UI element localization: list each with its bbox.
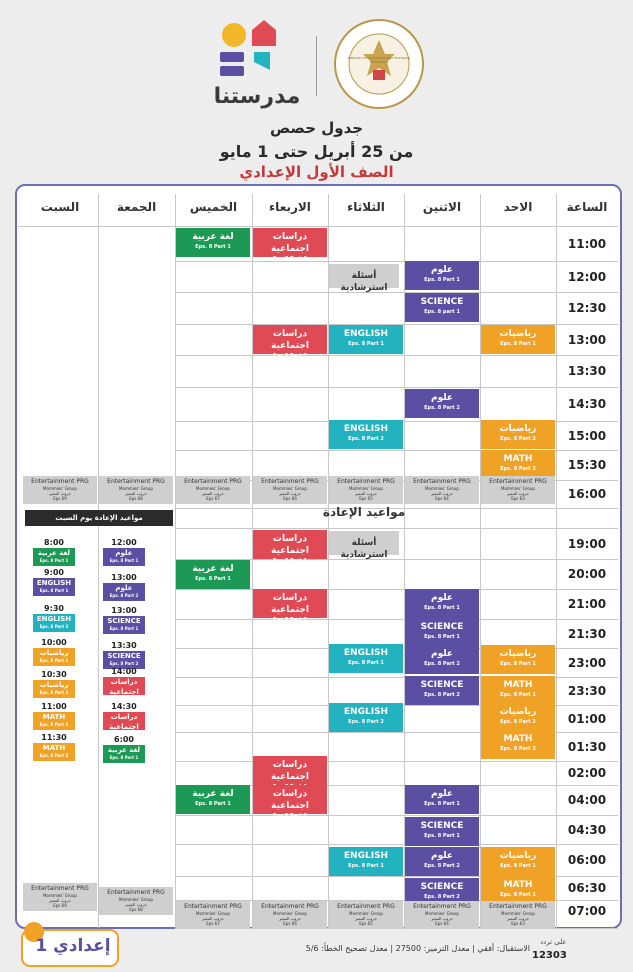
time-label: 21:30 [567,626,607,641]
entertainment-text: Eps 64 [435,496,449,501]
episode-label: Eps. 8 Part 1 [424,605,460,611]
entertainment-text: Mommies' Group [196,486,230,491]
class-block [253,325,327,359]
class-block [481,847,555,876]
entertainment-text: Entertainment PRG [413,903,471,910]
subject-name: MATH [42,744,66,752]
episode-label: Eps. 8 Part 1 [39,588,69,593]
entertainment-text: Entertainment PRG [337,478,395,485]
entertainment-text: جروب المميز [201,491,225,496]
col-header-tue: الثلاثاء [347,200,385,214]
time-label: 06:00 [567,853,607,867]
subject-name: رياضيات [499,707,537,717]
episode-label: Eps. 8 Part 2 [500,746,536,752]
class-block [481,325,555,354]
episode-label: Eps. 8 Part 2 [424,661,460,667]
col-header-wed: الاربعاء [269,200,311,214]
time-label: 13:00 [567,332,607,347]
subject-name: MATH [503,454,533,464]
entertainment-text: Eps 66 [283,496,297,501]
entertainment-text: جروب المميز [354,916,378,921]
entertainment-block [176,901,250,929]
episode-label: Eps. 8 Part 2 [109,593,139,598]
episode-label: Eps. 8 Part 1 [39,722,69,727]
time-label: 15:00 [567,428,607,443]
grid-line [328,194,329,928]
brand-name: مدرستنا [213,84,301,109]
grade-badge-text: إعدادي 1 [35,936,111,956]
sat-rerun-block [33,743,75,761]
sat-rerun-time: 11:30 [41,733,67,742]
entertainment-text: Mommies' Group [196,911,230,916]
episode-label: Eps. 8 Part 2 [424,692,460,698]
grid-line [175,815,618,816]
class-block [405,847,479,876]
subject-name: رياضيات [499,851,537,861]
time-label: 23:30 [567,684,607,698]
episode-label: Eps.8 Part 2 [272,617,308,623]
subject-name: علوم [430,393,454,403]
class-block [176,560,250,589]
sat-rerun-time: 6:00 [114,735,134,744]
entertainment-text: جروب المميز [278,491,302,496]
sat-rerun-time: 14:30 [111,702,137,711]
logo-divider [316,36,317,96]
subject-name: دراسات اجتماعية [109,678,139,696]
sat-rerun-time: 8:00 [44,538,64,547]
grid-line [480,194,481,928]
class-block [481,676,555,705]
sat-rerun-block [33,578,75,596]
episode-label: Eps. 8 part 1 [424,309,460,315]
time-label: 20:00 [567,567,607,581]
entertainment-text: Entertainment PRG [413,478,471,485]
entertainment-text: Entertainment PRG [184,478,242,485]
subject-name: علوم [430,265,454,275]
entertainment-text: Mommies' Group [349,911,383,916]
entertainment-text: Eps 68 [129,907,143,912]
page-title: جدول حصص [269,119,364,137]
col-header-thu: الخميس [189,200,238,214]
entertainment-text: جروب المميز [278,916,302,921]
episode-label: Eps. 8 Part 1 [500,863,536,869]
sat-rerun-time: 14:00 [111,667,137,676]
class-block [176,228,250,257]
sat-rerun-block [103,745,145,763]
entertainment-text: Eps 65 [359,921,373,926]
class-block [481,450,555,479]
subject-name: رياضيات [499,649,537,659]
entertainment-text: Mommies' Group [501,486,535,491]
subject-name: SCIENCE [107,617,141,625]
subject-name: SCIENCE [420,882,464,892]
episode-label: Eps.8 Part 1 [272,256,308,262]
grade-title: الصف الأول الإعدادي [239,163,394,181]
sat-rerun-time: 9:00 [44,568,64,577]
entertainment-text: جروب المميز [354,491,378,496]
episode-label: Eps. 8 Part 2 [109,732,139,737]
class-block [405,618,479,647]
time-label: 23:00 [567,655,607,670]
episode-label: Eps. 8 Part 2 [348,719,384,725]
class-block [176,785,250,814]
episode-label: Eps. 8 Part 2 [424,405,460,411]
episode-label: Eps. 8 Part 1 [500,661,536,667]
time-label: 16:00 [567,487,607,501]
entertainment-text: Entertainment PRG [107,889,165,896]
subject-name: MATH [503,734,533,744]
entertainment-block [253,476,327,504]
sat-rerun-time: 11:00 [41,702,67,711]
subject-name: ENGLISH [36,579,72,587]
entertainment-text: Entertainment PRG [261,903,319,910]
episode-label: Eps. 8 Part 1 [424,277,460,283]
entertainment-text: Entertainment PRG [31,478,89,485]
episode-label: Eps. 8 Part 1 [39,658,69,663]
class-block [329,703,403,732]
episode-label: Eps. 8 Part 1 [500,892,536,898]
time-label: 19:00 [567,536,607,551]
entertainment-text: Mommies' Group [43,893,77,898]
entertainment-text: Eps 67 [206,921,220,926]
entertainment-text: Mommies' Group [273,911,307,916]
ministry-seal [333,18,425,110]
subject-name: ENGLISH [343,851,389,861]
subject-name: SCIENCE [107,652,141,660]
episode-label: Eps. 8 Part 2 [39,753,69,758]
subject-name: علوم [430,593,454,603]
subject-name: SCIENCE [420,680,464,690]
entertainment-text: Eps 69 [53,903,67,908]
time-label: 21:00 [567,597,607,611]
class-block [481,645,555,674]
frequency-value: 12303 [532,950,567,961]
grid-line [175,226,618,227]
episode-label: Eps. 8 Part 1 [424,833,460,839]
entertainment-block [481,901,555,929]
subject-name: MATH [42,713,66,721]
entertainment-text: Mommies' Group [119,897,153,902]
time-label: 14:30 [567,397,607,411]
class-block [405,261,479,290]
subject-name: علوم [115,584,133,592]
subject-name: ENGLISH [343,707,389,717]
col-header-sat: السبت [40,200,80,214]
subject-name: SCIENCE [420,821,464,831]
entertainment-block [253,901,327,929]
episode-label: Eps. 8 Part 1 [195,244,231,250]
episode-label: Eps. 8 Part 1 [500,692,536,698]
time-label: 12:30 [567,301,607,315]
subject-name: رياضيات [499,424,537,434]
subject-name: لغة عربية [192,232,234,242]
frequency-label: على تردد [540,938,567,946]
sat-rerun-block [103,616,145,634]
time-label: 12:00 [567,269,607,284]
ministry-seal-text: MINISTRY OF EDUCATION AND TECHNICAL EDUCATION [347,56,411,64]
entertainment-text: Mommies' Group [349,486,383,491]
subject-name: دراسات اجتماعية [271,760,309,782]
sat-rerun-block [33,614,75,632]
entertainment-text: جروب المميز [48,898,72,903]
time-label: 15:30 [567,458,607,472]
episode-label: Eps. 8 Part 2 [109,661,139,666]
entertainment-text: Eps 65 [359,496,373,501]
time-label: 04:30 [567,822,607,837]
col-header-sun: الاحد [503,200,533,214]
episode-label: Eps. 8 Part 2 [424,894,460,900]
sat-rerun-block [103,677,145,702]
class-block [405,817,479,846]
entertainment-block [23,476,97,504]
class-block [253,228,327,262]
entertainment-text: Mommies' Group [501,911,535,916]
episode-label: Eps.8 Part 2 [272,813,308,819]
time-label: 01:30 [567,739,607,754]
entertainment-text: جروب المميز [430,491,454,496]
entertainment-text: Eps 63 [511,921,525,926]
class-block [405,785,479,814]
episode-label: Eps. 8 Part 1 [109,558,139,563]
episode-label: Eps. 8 Part 1 [348,863,384,869]
class-block [329,264,399,293]
sat-rerun-time: 13:00 [111,606,137,615]
entertainment-text: Entertainment PRG [31,885,89,892]
time-label: 11:00 [567,236,607,251]
entertainment-text: Entertainment PRG [489,903,547,910]
entertainment-text: جروب المميز [124,491,148,496]
entertainment-block [481,476,555,504]
subject-name: دراسات اجتماعية [271,534,309,556]
episode-label: Eps. 8 Part 1 [348,341,384,347]
entertainment-text: Entertainment PRG [489,478,547,485]
time-label: 13:30 [567,364,607,378]
episode-label: Eps.8 Part 2 [272,353,308,359]
grid-line [175,355,618,356]
entertainment-text: Mommies' Group [425,911,459,916]
class-block [405,293,479,322]
time-label: 04:00 [567,793,607,807]
time-label: 07:00 [567,904,607,918]
episode-label: Eps. 8 Part 1 [109,626,139,631]
class-block [329,325,403,354]
grid-line [175,261,618,262]
episode-label: Eps. 8 Part 1 [424,801,460,807]
subject-name: لغة عربية [192,789,234,799]
episode-label: Eps. 8 Part 1 [109,755,139,760]
subject-name: ENGLISH [343,648,389,658]
subject-name: ENGLISH [343,424,389,434]
class-block [329,847,403,876]
class-block [405,645,479,674]
episode-label: Eps. 8 Part 2 [348,436,384,442]
subject-name: ENGLISH [36,615,72,623]
grid-line [175,387,618,388]
subject-name: لغة عربية [192,564,234,574]
entertainment-text: Mommies' Group [43,486,77,491]
grid-line [175,761,618,762]
entertainment-block [176,476,250,504]
subject-name: علوم [115,549,133,557]
sat-rerun-block [33,648,75,666]
episode-label: Eps. 8 Part 2 [424,863,460,869]
sat-rerun-block [103,548,145,566]
entertainment-text: جروب المميز [201,916,225,921]
entertainment-text: Eps 69 [53,496,67,501]
grid-line [175,528,618,529]
class-block [405,389,479,418]
entertainment-text: Eps 63 [511,496,525,501]
entertainment-text: جروب المميز [48,491,72,496]
entertainment-text: Eps 68 [129,496,143,501]
sat-rerun-time: 10:30 [41,670,67,679]
subject-name: أسئلة استرشادية [340,271,388,293]
grid-line [98,194,99,928]
entertainment-block [329,901,403,929]
entertainment-text: Eps 67 [206,496,220,501]
subject-name: SCIENCE [420,297,464,307]
grid-line [175,589,618,590]
subject-name: SCIENCE [420,622,464,632]
col-header-mon: الاثنين [422,200,462,214]
sat-rerun-block [33,548,75,566]
sat-rerun-time: 13:30 [111,641,137,650]
entertainment-block [23,883,97,911]
subject-name: لغة عربية [107,746,141,754]
reception-info: الاستقبال: أفقي | معدل الترميز: 27500 | معدل تصحيح الخطأ: 5/6 [305,944,530,953]
episode-label: Eps. 8 Part 1 [195,576,231,582]
subject-name: لغة عربية [37,549,71,557]
subject-name: MATH [503,880,533,890]
episode-label: Eps. 8 Part 2 [39,690,69,695]
subject-name: دراسات اجتماعية [271,329,309,351]
time-label: 02:00 [567,766,607,780]
entertainment-block [99,887,173,915]
episode-label: Eps. 8 Part 2 [500,719,536,725]
sat-rerun-time: 9:30 [44,604,64,613]
class-block [253,756,327,785]
entertainment-text: جروب المميز [124,902,148,907]
class-block [253,589,327,623]
col-header-fri: الجمعة [116,200,157,214]
class-block [253,785,327,819]
sat-rerun-block [33,680,75,698]
entertainment-text: Entertainment PRG [107,478,165,485]
entertainment-text: جروب المميز [506,491,530,496]
entertainment-block [405,476,479,504]
subject-name: ENGLISH [343,329,389,339]
sat-rerun-block [103,583,145,601]
episode-label: Eps. 8 Part 2 [39,624,69,629]
episode-label: Eps.8 Part 1 [272,558,308,564]
episode-label: Eps. 8 Part 1 [195,801,231,807]
class-block [329,420,403,449]
sat-rerun-time: 13:00 [111,573,137,582]
subject-name: رياضيات [499,329,537,339]
subject-name: رياضيات [39,681,69,689]
entertainment-text: Eps 66 [283,921,297,926]
subject-name: دراسات اجتماعية [271,593,309,615]
grid-line [175,619,618,620]
subject-name: علوم [430,851,454,861]
entertainment-text: Eps 64 [435,921,449,926]
col-header-time: الساعة [566,200,608,214]
entertainment-text: Mommies' Group [425,486,459,491]
entertainment-text: Mommies' Group [119,486,153,491]
episode-label: Eps. 8 Part 1 [424,634,460,640]
rerun-title: مواعيد الإعادة [322,505,406,519]
entertainment-text: Entertainment PRG [337,903,395,910]
subject-name: MATH [503,680,533,690]
entertainment-text: Entertainment PRG [184,903,242,910]
episode-label: Eps. 8 Part 1 [500,341,536,347]
subject-name: دراسات اجتماعية [271,232,309,254]
entertainment-text: Mommies' Group [273,486,307,491]
time-label: 01:00 [567,711,607,726]
subject-name: دراسات اجتماعية [271,789,309,811]
entertainment-text: جروب المميز [506,916,530,921]
subject-name: أسئلة استرشادية [340,538,388,560]
subject-name: علوم [430,649,454,659]
episode-label: Eps. 8 Part 1 [109,697,139,702]
sat-rerun-block [103,712,145,737]
class-block [405,676,479,705]
episode-label: Eps. 8 Part 2 [500,466,536,472]
subject-name: رياضيات [39,649,69,657]
sat-rerun-time: 10:00 [41,638,67,647]
class-block [481,420,555,449]
episode-label: Eps. 8 Part 2 [500,436,536,442]
sat-rerun-block [33,712,75,730]
entertainment-block [405,901,479,929]
entertainment-block [99,476,173,504]
episode-label: Eps. 8 Part 1 [348,660,384,666]
sat-rerun-time: 12:00 [111,538,137,547]
sat-rerun-title: مواعيد الإعادة يوم السبت [25,510,173,526]
episode-label: Eps. 8 Part 1 [39,558,69,563]
class-block [329,644,403,673]
grid-line [175,844,618,845]
class-block [253,530,327,564]
class-block [329,531,399,560]
time-label: 06:30 [567,881,607,895]
entertainment-block [329,476,403,504]
subject-name: علوم [430,789,454,799]
subject-name: دراسات اجتماعية [109,713,139,731]
date-range: من 25 أبريل حتى 1 مايو [219,142,414,161]
class-block [481,730,555,759]
entertainment-text: جروب المميز [430,916,454,921]
entertainment-text: Entertainment PRG [261,478,319,485]
class-block [405,589,479,618]
class-block [481,703,555,732]
